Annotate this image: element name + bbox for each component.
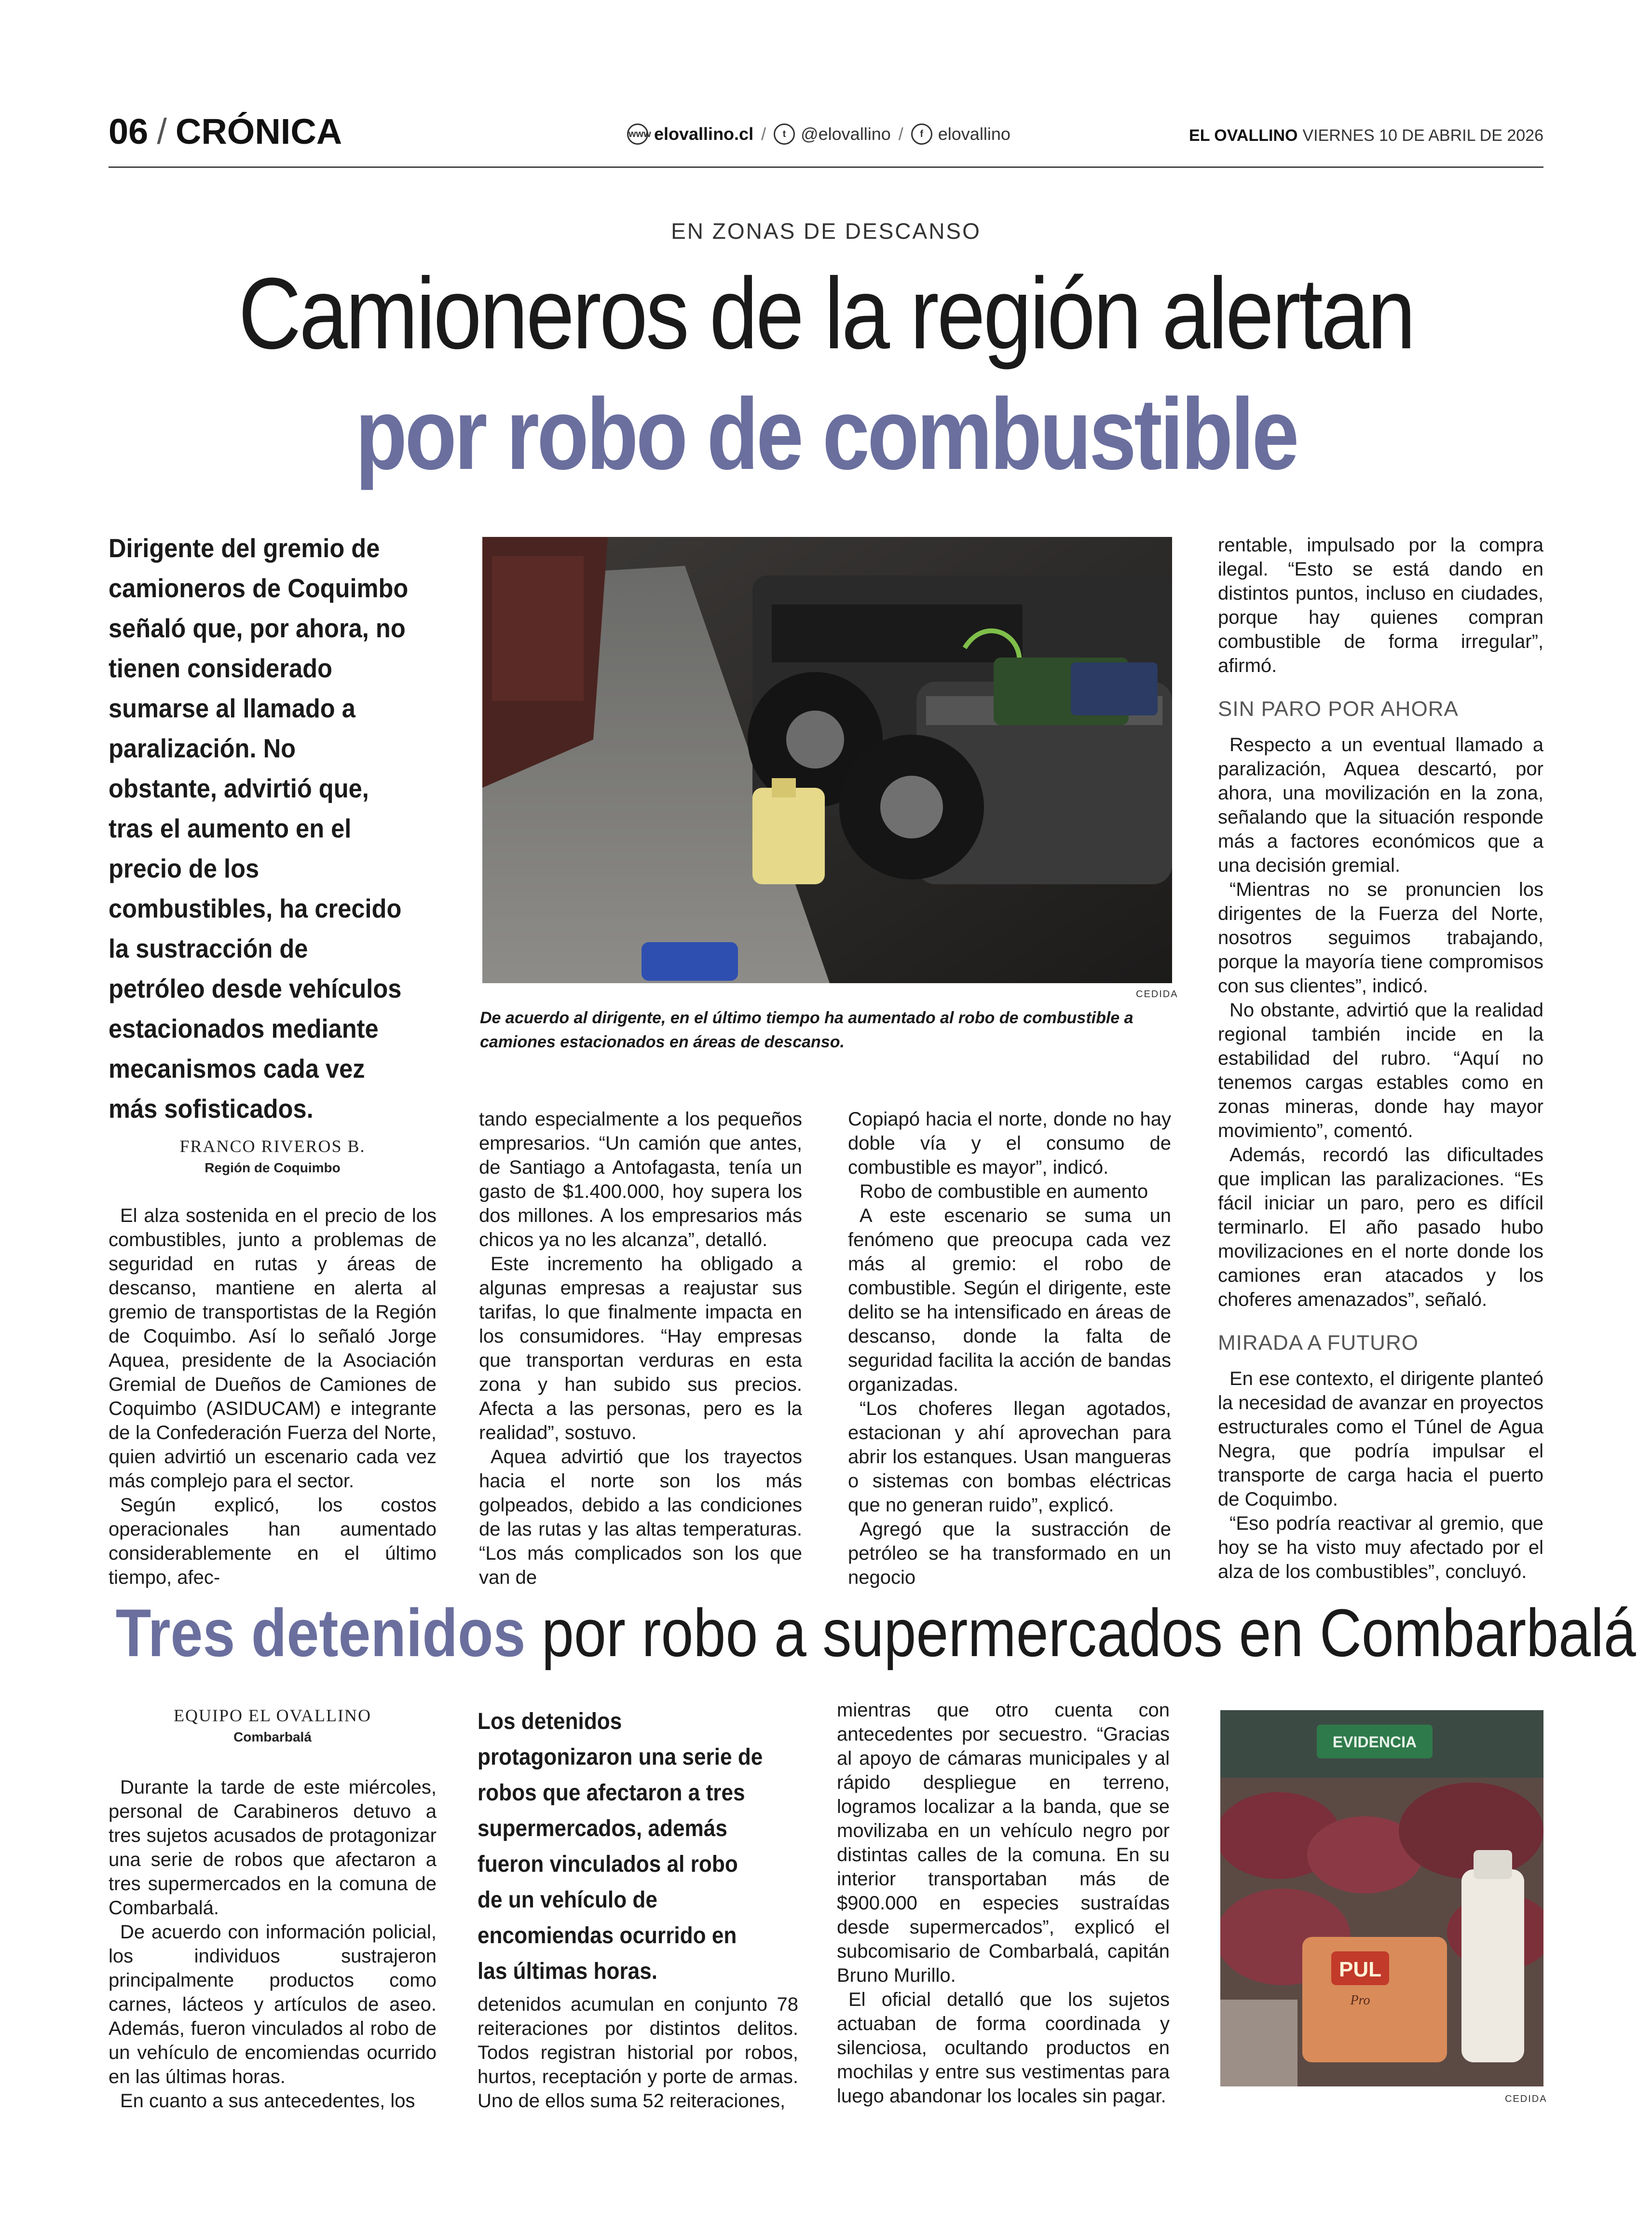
- paragraph: “Eso podría reactivar al gremio, que hoy se ha visto muy afectado por el alza de los combustibles”, concluyó.: [1218, 1513, 1543, 1582]
- trucks-photo: [482, 537, 1172, 983]
- paragraph: Aquea advirtió que los trayectos hacia el norte son los más golpeados, debido a las condiciones de las rutas y las altas temperaturas. “Los más complicados son los que van de: [479, 1446, 802, 1588]
- paragraph: A este escenario se suma un fenómeno que preocupa cada vez más al gremio: el robo de combustible. Según el dirigente, este delito se ha intensificado en áreas de descanso, donde la falta de seguridad facilita la acción de bandas organizadas.: [848, 1205, 1171, 1395]
- header-separator: /: [157, 111, 167, 151]
- author-name: FRANCO RIVEROS B.: [179, 1137, 366, 1156]
- header-rule: [109, 166, 1543, 168]
- paragraph: El alza sostenida en el precio de los combustibles, junto a problemas de seguridad en rutas y áreas de descanso, mantiene en alerta al gremio de transportistas de la Región de Coquimbo. Así lo señaló Jorge Aquea, presidente de la Asociación Gremial de Dueños de Camiones de Coquimbo (ASIDUCAM) e integrante de la Confederación Fuerza del Norte, quien advirtió un escenario cada vez más complejo para el sector.: [109, 1205, 437, 1492]
- photo-caption: De acuerdo al dirigente, en el último tiempo ha aumentado al robo de combustible a camiones estacionados en áreas de descanso.: [480, 1009, 1133, 1051]
- header-dateline: [1189, 126, 1543, 145]
- author-location: Región de Coquimbo: [205, 1160, 341, 1175]
- paragraph: Copiapó hacia el norte, donde no hay doble vía y el consumo de combustible es mayor”, indicó.: [848, 1109, 1171, 1178]
- article2-column-2: [478, 1992, 798, 2113]
- paragraph: detenidos acumulan en conjunto 78 reiteraciones por distintos delitos. Todos registran historial por robos, hurtos, receptación y porte de armas. Uno de ellos suma 52 reiteraciones,: [478, 1994, 798, 2112]
- package-label: PUL: [1339, 1958, 1381, 1981]
- photo-credit: CEDIDA: [1505, 2094, 1547, 2104]
- globe-icon: www: [627, 123, 648, 145]
- paragraph: “Los choferes llegan agotados, estacionan y ahí aprovechan para abrir los estanques. Usan mangueras o sistemas con bombas eléctricas que no generan ruido”, explicó.: [848, 1398, 1171, 1516]
- article2-column-3: [837, 1698, 1170, 2108]
- article2-column-1: [109, 1775, 437, 2113]
- article-column-4: [1218, 533, 1543, 1584]
- twitter-handle[interactable]: @elovallino: [801, 124, 891, 144]
- paragraph: rentable, impulsado por la compra ilegal. “Esto se está dando en distintos puntos, incluso en ciudades, porque hay quienes compran combustible de forma irregular”, afirmó.: [1218, 535, 1543, 676]
- byline: [109, 1705, 437, 1745]
- paragraph: De acuerdo con información policial, los individuos sustrajeron principalmente productos como carnes, lácteos y artículos de aseo. Además, fueron vinculados al robo de un vehículo de encomiendas ocurrido en las últimas horas.: [109, 1921, 437, 2087]
- paragraph: No obstante, advirtió que la realidad regional también incide en la estabilidad del rubro. “Aquí no tenemos cargas estables como en zonas mineras, donde hay mayor movimiento”, comentó.: [1218, 1000, 1543, 1141]
- article-column-3: [848, 1107, 1171, 1590]
- paragraph: “Mientras no se pronuncien los dirigentes de la Fuerza del Norte, nosotros seguimos trabajando, porque la mayoría tiene compromisos con sus clientes”, indicó.: [1218, 879, 1543, 997]
- headline-line-2: por robo de combustible: [355, 377, 1297, 491]
- slash-divider: /: [761, 124, 766, 144]
- paragraph: Según explicó, los costos operacionales han aumentado considerablemente en el último tiempo, afec-: [109, 1495, 437, 1588]
- section-subhead: SIN PARO POR AHORA: [1218, 697, 1459, 721]
- paragraph: Además, recordó las dificultades que implican las paralizaciones. “Es fácil iniciar un paro, pero es difícil terminarlo. El año pasado hubo movilizaciones en el norte donde los camiones eran atacados y los choferes amenazados”, señaló.: [1218, 1144, 1543, 1310]
- paragraph: En ese contexto, el dirigente planteó la necesidad de avanzar en proyectos estructurales como el Túnel de Agua Negra, que podría impulsar el transporte de carga hacia el puerto de Coquimbo.: [1218, 1368, 1543, 1510]
- header-social: [627, 123, 1010, 145]
- evidence-photo: [1220, 1710, 1543, 2086]
- paragraph: tando especialmente a los pequeños empresarios. “Un camión que antes, de Santiago a Antofagasta, tenía un gasto de $1.400.000, hoy supera los dos millones. A los empresarios más chicos ya no les alcanza”, detalló.: [479, 1109, 802, 1250]
- author-name: EQUIPO EL OVALLINO: [174, 1706, 371, 1725]
- page-number: 06: [109, 111, 149, 151]
- newspaper-brand: EL OVALLINO: [1189, 126, 1298, 145]
- photo-credit: CEDIDA: [1136, 989, 1178, 1000]
- article-column-1: [109, 1204, 437, 1590]
- paragraph: Durante la tarde de este miércoles, personal de Carabineros detuvo a tres sujetos acusados de protagonizar una serie de robos que afectaron a tres supermercados en la comuna de Combarbalá.: [109, 1777, 437, 1919]
- article-lead: Dirigente del gremio de camioneros de Coquimbo señaló que, por ahora, no tienen considerado sumarse al llamado a paralización. No obstante, advirtió que, tras el aumento en el precio de los combustibles, ha crecido la sustracción de petróleo desde vehículos estacionados mediante mecanismos cada vez más sofisticados.: [109, 533, 409, 1124]
- facebook-handle[interactable]: elovallino: [938, 124, 1010, 144]
- facebook-icon: f: [911, 123, 932, 145]
- author-location: Combarbalá: [233, 1729, 312, 1744]
- paragraph: El oficial detalló que los sujetos actuaban de forma coordinada y silenciosa, ocultando productos en mochilas y entre sus vestimentas para luego abandonar los locales sin pagar.: [837, 1989, 1170, 2107]
- evidence-banner: EVIDENCIA: [1332, 1733, 1417, 1751]
- twitter-icon: t: [774, 123, 795, 145]
- headline-rest: por robo a supermercados en Combarbalá: [541, 1595, 1636, 1671]
- package-sublabel: Pro: [1350, 1993, 1370, 2008]
- paragraph: Respecto a un eventual llamado a paralización, Aquea descartó, por ahora, una movilización en la zona, señalando que la situación responde más a factores económicos que a una decisión gremial.: [1218, 734, 1543, 876]
- slash-divider: /: [898, 124, 903, 144]
- headline-accent: Tres detenidos: [115, 1595, 526, 1671]
- article2-headline: [115, 1595, 1636, 1671]
- section-name: CRÓNICA: [175, 111, 342, 151]
- page-header-section: [109, 111, 342, 152]
- article-kicker: EN ZONAS DE DESCANSO: [671, 219, 981, 244]
- inline-subhead: Robo de combustible en aumento: [860, 1181, 1148, 1202]
- byline: [109, 1136, 437, 1176]
- article2-lead: Los detenidos protagonizaron una serie de robos que afectaron a tres supermercados, además fueron vinculados al robo de un vehículo de encomiendas ocurrido en las últimas horas.: [478, 1709, 763, 1984]
- paragraph: Agregó que la sustracción de petróleo se ha transformado en un negocio: [848, 1519, 1171, 1588]
- website-link[interactable]: elovallino.cl: [654, 124, 754, 144]
- paragraph: Este incremento ha obligado a algunas empresas a reajustar sus tarifas, lo que finalmente impacta en los consumidores. “Hay empresas que transportan verduras en esta zona y han subido sus precios. Afecta a las personas, pero es la realidad”, sostuvo.: [479, 1253, 802, 1443]
- section-subhead: MIRADA A FUTURO: [1218, 1331, 1419, 1355]
- paragraph: mientras que otro cuenta con antecedentes por secuestro. “Gracias al apoyo de cámaras municipales y al rápido despliegue en terreno, logramos localizar a la banda, que se movilizaba en un vehículo negro por distintas calles de la comuna. En su interior transportaban más de $900.000 en especies sustraídas desde supermercados”, explicó el subcomisario de Combarbalá, capitán Bruno Murillo.: [837, 1700, 1170, 1986]
- article-column-2: [479, 1107, 802, 1590]
- headline-line-1: Camioneros de la región alertan: [238, 257, 1414, 370]
- issue-date: VIERNES 10 DE ABRIL DE 2026: [1302, 126, 1543, 145]
- paragraph: En cuanto a sus antecedentes, los: [120, 2090, 415, 2112]
